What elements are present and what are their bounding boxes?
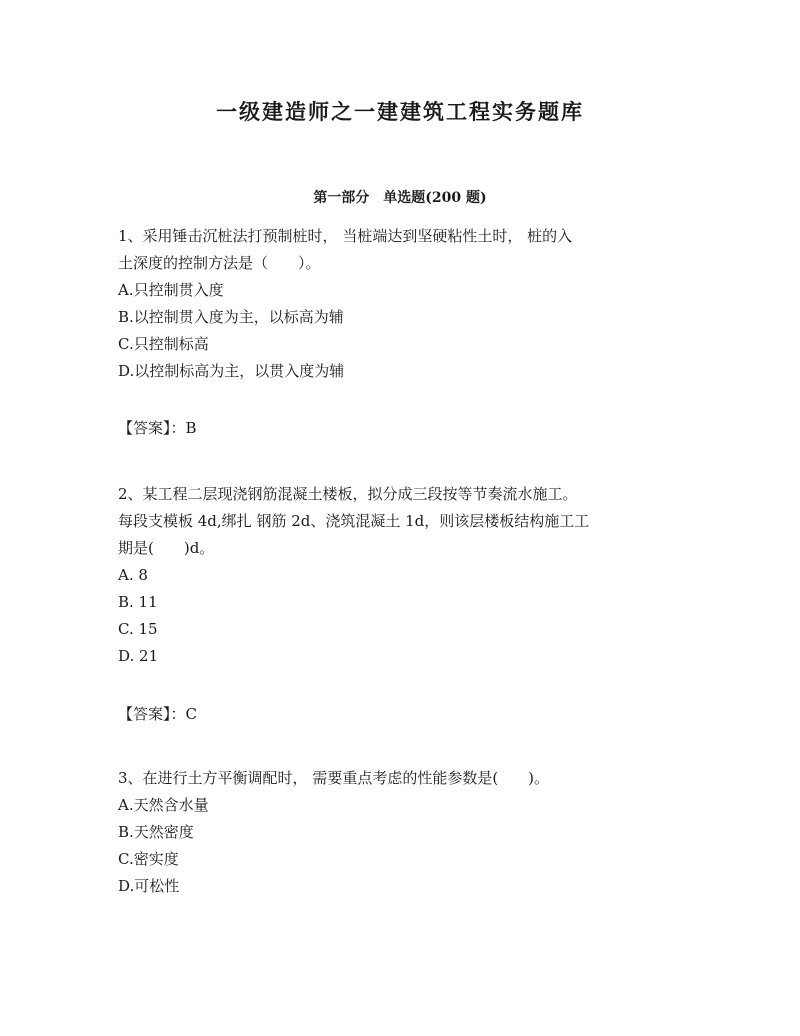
question-2-option-c: C. 15 <box>118 620 158 638</box>
question-3-stem-line-1: 3、在进行土方平衡调配时， 需要重点考虑的性能参数是( )。 <box>118 769 550 787</box>
question-3-option-b: B.天然密度 <box>118 823 194 841</box>
question-2-stem-line-1: 2、某工程二层现浇钢筋混凝土楼板，拟分成三段按等节奏流水施工。 <box>118 485 578 503</box>
question-2-option-b: B. 11 <box>118 593 158 611</box>
question-3 <box>118 765 688 900</box>
question-2-stem-line-2: 每段支模板 4d,绑扎 钢筋 2d、浇筑混凝土 1d，则该层楼板结构施工工 <box>118 512 590 530</box>
question-1-option-b: B.以控制贯入度为主，以标高为辅 <box>118 308 344 326</box>
question-1-stem-line-1: 1、采用锤击沉桩法打预制桩时， 当桩端达到坚硬粘性土时， 桩的入 <box>118 227 573 245</box>
question-2-option-a: A. 8 <box>118 566 148 584</box>
question-3-option-d: D.可松性 <box>118 877 180 895</box>
question-1-answer: 【答案】：B <box>118 419 197 437</box>
question-3-option-c: C.密实度 <box>118 850 179 868</box>
question-1 <box>118 223 688 385</box>
question-2-option-d: D. 21 <box>118 647 159 665</box>
question-2-answer: 【答案】：C <box>118 705 197 723</box>
question-2 <box>118 481 688 670</box>
question-1-option-c: C.只控制标高 <box>118 335 209 353</box>
question-1-stem-line-2: 土深度的控制方法是（ ）。 <box>118 254 321 272</box>
question-3-option-a: A.天然含水量 <box>118 796 209 814</box>
section-title: 第一部分 单选题(200 题) <box>313 190 487 206</box>
question-1-option-d: D.以控制标高为主，以贯入度为辅 <box>118 362 345 380</box>
question-2-stem-line-3: 期是( )d。 <box>118 539 215 557</box>
document-title: 一级建造师之一建建筑工程实务题库 <box>216 99 584 124</box>
question-1-option-a: A.只控制贯入度 <box>118 281 224 299</box>
